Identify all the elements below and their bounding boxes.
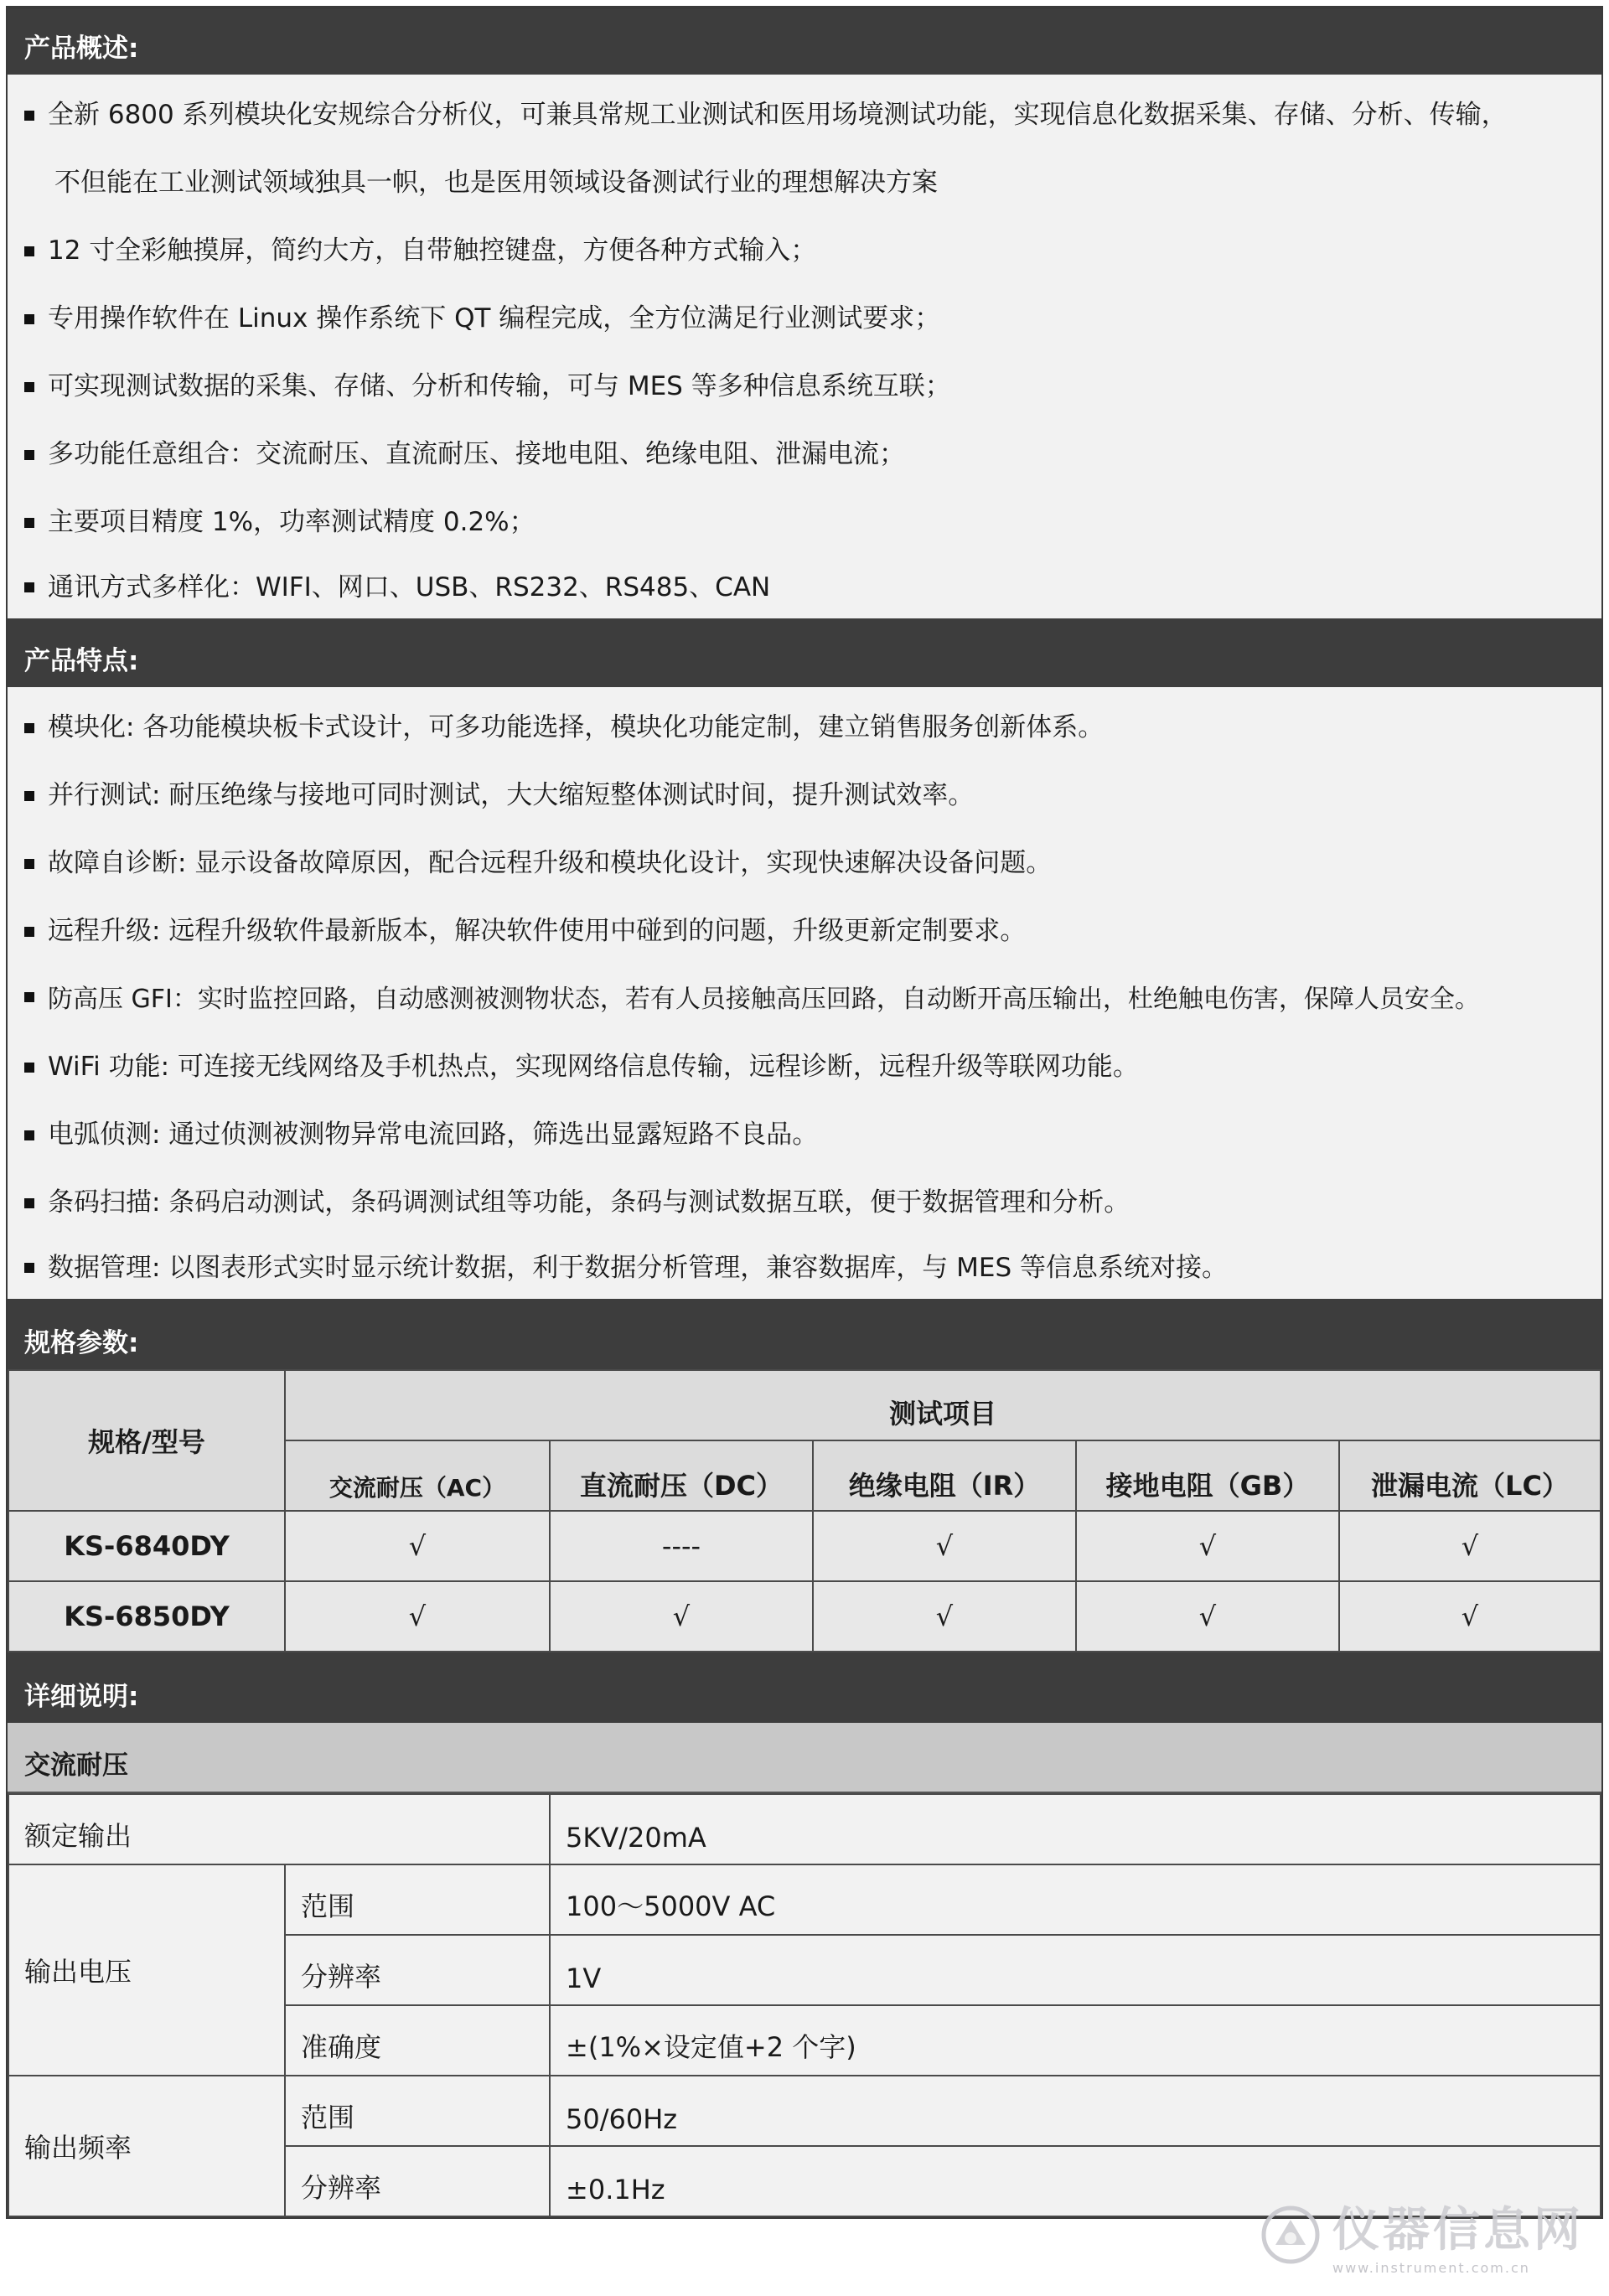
bullet-icon (24, 111, 34, 121)
list-item: 并行测试: 耐压绝缘与接地可同时测试，大大缩短整体测试时间，提升测试效率。 (8, 762, 1601, 830)
list-item: 全新 6800 系列模块化安规综合分析仪，可兼具常规工业测试和医用场境测试功能，实现信息化数据采集、存储、分析、传输， (8, 81, 1601, 149)
param-value: ±(1%×设定值+2 个字) (550, 2005, 1601, 2076)
list-item-continuation: 不但能在工业测试领域独具一帜，也是医用领域设备测试行业的理想解决方案 (54, 168, 938, 198)
table-cell: √ (285, 1581, 550, 1652)
model-cell: KS-6850DY (8, 1581, 285, 1652)
bullet-icon (24, 1130, 34, 1140)
column-header: 接地电阻（GB） (1076, 1440, 1339, 1511)
details-header: 详细说明: (8, 1652, 1601, 1723)
rated-output-value: 5KV/20mA (550, 1794, 1601, 1864)
list-item: 主要项目精度 1%，功率测试精度 0.2%； (8, 489, 1601, 556)
table-row (8, 1581, 1601, 1652)
table-cell: √ (1076, 1511, 1339, 1581)
list-item: 防高压 GFI：实时监控回路，自动感测被测物状态，若有人员接触高压回路，自动断开高压输出，杜绝触电伤害，保障人员安全。 (8, 965, 1601, 1033)
brand-logo-icon (1257, 2201, 1324, 2268)
list-item: 模块化: 各功能模块板卡式设计，可多功能选择，模块化功能定制，建立销售服务创新体系。 (8, 694, 1601, 762)
column-header: 直流耐压（DC） (550, 1440, 813, 1511)
overview-header: 产品概述: (8, 9, 1601, 75)
list-item: 通讯方式多样化：WIFI、网口、USB、RS232、RS485、CAN (8, 556, 1601, 618)
test-items-header: 测试项目 (285, 1370, 1601, 1440)
list-item: 条码扫描: 条码启动测试，条码调测试组等功能，条码与测试数据互联，便于数据管理和分析。 (8, 1169, 1601, 1237)
bullet-icon (24, 723, 34, 733)
param-value: ±0.1Hz (550, 2146, 1601, 2216)
spec-table (8, 1369, 1601, 1652)
list-item: 可实现测试数据的采集、存储、分析和传输，可与 MES 等多种信息系统互联； (8, 353, 1601, 421)
details-table (8, 1793, 1601, 2217)
param-label: 分辨率 (285, 2146, 550, 2216)
table-cell: √ (813, 1581, 1076, 1652)
ac-section-header: 交流耐压 (8, 1723, 1601, 1793)
table-cell: √ (813, 1511, 1076, 1581)
column-header: 绝缘电阻（IR） (813, 1440, 1076, 1511)
rated-output-label: 额定输出 (8, 1794, 550, 1864)
column-header: 泄漏电流（LC） (1339, 1440, 1601, 1511)
features-list (8, 687, 1601, 1299)
list-item: 电弧侦测: 通过侦测被测物异常电流回路，筛选出显露短路不良品。 (8, 1101, 1601, 1169)
param-label: 范围 (285, 2076, 550, 2146)
list-item: WiFi 功能: 可连接无线网络及手机热点，实现网络信息传输，远程诊断，远程升级等联网功能。 (8, 1033, 1601, 1101)
spec-sheet (6, 6, 1603, 2219)
table-cell: √ (1339, 1511, 1601, 1581)
bullet-icon (24, 791, 34, 801)
table-row (8, 2076, 1601, 2146)
list-item: 多功能任意组合：交流耐压、直流耐压、接地电阻、绝缘电阻、泄漏电流； (8, 421, 1601, 489)
bullet-icon (24, 382, 34, 392)
bullet-icon (24, 1198, 34, 1208)
bullet-icon (24, 1263, 34, 1273)
watermark-url: www.instrument.com.cn (1332, 2260, 1530, 2276)
table-row (8, 1511, 1601, 1581)
output-frequency-label: 输出频率 (8, 2076, 285, 2216)
table-row (8, 1794, 1601, 1864)
watermark (1257, 2193, 1584, 2276)
param-value: 1V (550, 1935, 1601, 2005)
list-item: 故障自诊断: 显示设备故障原因，配合远程升级和模块化设计，实现快速解决设备问题。 (8, 830, 1601, 897)
bullet-icon (24, 859, 34, 869)
bullet-icon (24, 450, 34, 460)
param-value: 50/60Hz (550, 2076, 1601, 2146)
list-item: 专用操作软件在 Linux 操作系统下 QT 编程完成，全方位满足行业测试要求； (8, 285, 1601, 353)
table-cell: √ (550, 1581, 813, 1652)
bullet-icon (24, 518, 34, 528)
bullet-icon (24, 1063, 34, 1073)
spec-header: 规格参数: (8, 1299, 1601, 1369)
list-item: 数据管理: 以图表形式实时显示统计数据，利于数据分析管理，兼容数据库，与 MES 等信息系统对接。 (8, 1237, 1601, 1299)
param-value: 100～5000V AC (550, 1864, 1601, 1935)
overview-list (8, 75, 1601, 618)
model-cell: KS-6840DY (8, 1511, 285, 1581)
features-header: 产品特点: (8, 618, 1601, 687)
table-cell: √ (1076, 1581, 1339, 1652)
bullet-icon (24, 246, 34, 256)
param-label: 范围 (285, 1864, 550, 1935)
model-header: 规格/型号 (8, 1370, 285, 1511)
table-cell: ---- (550, 1511, 813, 1581)
column-header: 交流耐压（AC） (285, 1440, 550, 1511)
param-label: 准确度 (285, 2005, 550, 2076)
table-row (8, 1864, 1601, 1935)
param-label: 分辨率 (285, 1935, 550, 2005)
bullet-icon (24, 992, 34, 1002)
table-cell: √ (285, 1511, 550, 1581)
watermark-brand: 仪器信息网 (1332, 2203, 1584, 2257)
list-item: 12 寸全彩触摸屏，简约大方，自带触控键盘，方便各种方式输入； (8, 217, 1601, 285)
list-item: 远程升级: 远程升级软件最新版本，解决软件使用中碰到的问题，升级更新定制要求。 (8, 897, 1601, 965)
bullet-icon (24, 582, 34, 592)
bullet-icon (24, 927, 34, 937)
bullet-icon (24, 314, 34, 324)
table-cell: √ (1339, 1581, 1601, 1652)
output-voltage-label: 输出电压 (8, 1864, 285, 2076)
